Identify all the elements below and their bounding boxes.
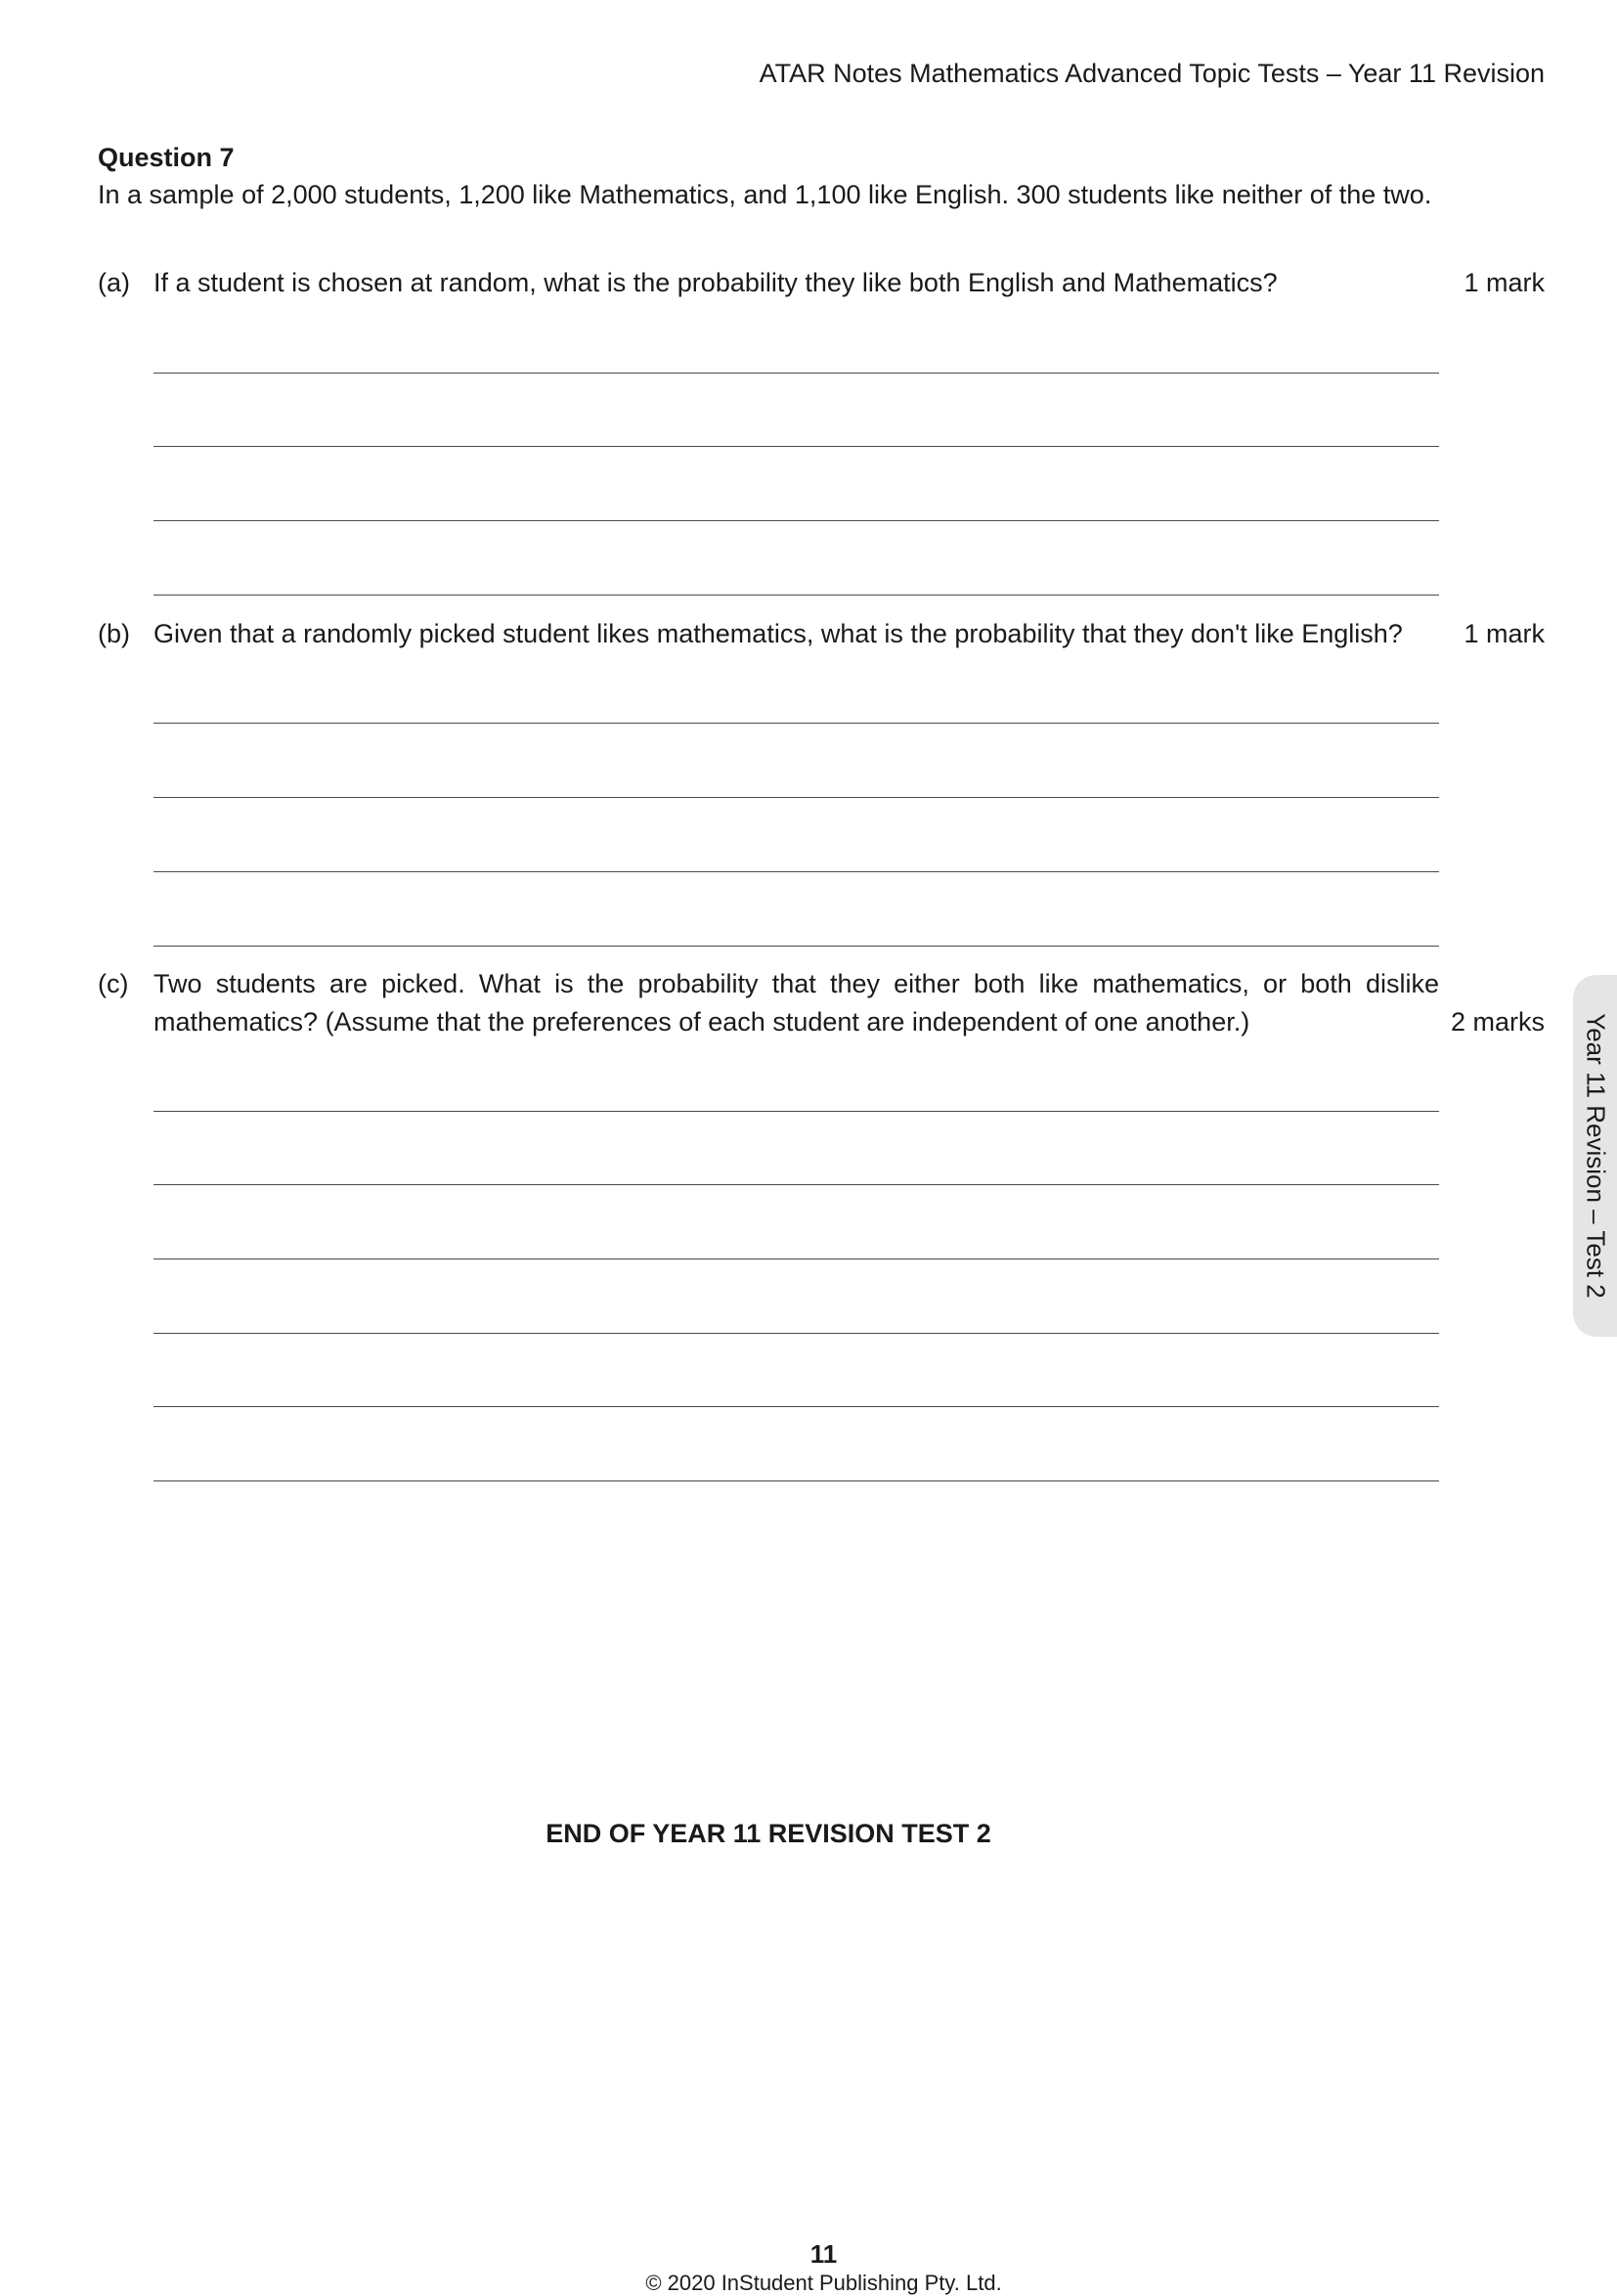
page-number: 11 bbox=[809, 2239, 838, 2269]
copyright: © 2020 InStudent Publishing Pty. Ltd. bbox=[645, 2271, 1002, 2295]
answer-line[interactable] bbox=[153, 1406, 1439, 1407]
marks-label: 1 mark bbox=[1464, 619, 1545, 648]
answer-line[interactable] bbox=[153, 1111, 1439, 1112]
answer-line[interactable] bbox=[153, 723, 1439, 724]
part-label: (b) bbox=[98, 619, 130, 648]
answer-line[interactable] bbox=[153, 797, 1439, 798]
answer-line[interactable] bbox=[153, 520, 1439, 521]
answer-line[interactable] bbox=[153, 1333, 1439, 1334]
answer-line[interactable] bbox=[153, 946, 1439, 947]
answer-line[interactable] bbox=[153, 446, 1439, 447]
marks-label: 1 mark bbox=[1464, 268, 1545, 297]
part-text: Given that a randomly picked student likes mathematics, what is the probability that they don't like English? bbox=[153, 619, 1403, 648]
side-tab bbox=[1573, 975, 1617, 1337]
answer-line[interactable] bbox=[153, 871, 1439, 872]
part-label: (c) bbox=[98, 969, 129, 998]
answer-line[interactable] bbox=[153, 1258, 1439, 1259]
end-of-test-text: END OF YEAR 11 REVISION TEST 2 bbox=[546, 1819, 991, 1848]
side-tab-label: Year 11 Revision – Test 2 bbox=[1581, 1013, 1610, 1299]
answer-line[interactable] bbox=[153, 595, 1439, 596]
part-text: Two students are picked. What is the probability that they either both like mathematics, or both dislike mathematics? (Assume that the preferences of each student are independent of one another.) bbox=[153, 969, 1439, 1037]
question-title: Question 7 bbox=[98, 143, 235, 172]
answer-line[interactable] bbox=[153, 373, 1439, 374]
marks-label: 2 marks bbox=[1450, 1007, 1545, 1037]
answer-line[interactable] bbox=[153, 1480, 1439, 1481]
running-header: ATAR Notes Mathematics Advanced Topic Tests – Year 11 Revision bbox=[759, 59, 1545, 88]
answer-line[interactable] bbox=[153, 1184, 1439, 1185]
question-intro: In a sample of 2,000 students, 1,200 like Mathematics, and 1,100 like English. 300 students like neither of the two. bbox=[98, 180, 1432, 209]
part-label: (a) bbox=[98, 268, 130, 297]
part-text: If a student is chosen at random, what is the probability they like both English and Mathematics? bbox=[153, 268, 1278, 297]
